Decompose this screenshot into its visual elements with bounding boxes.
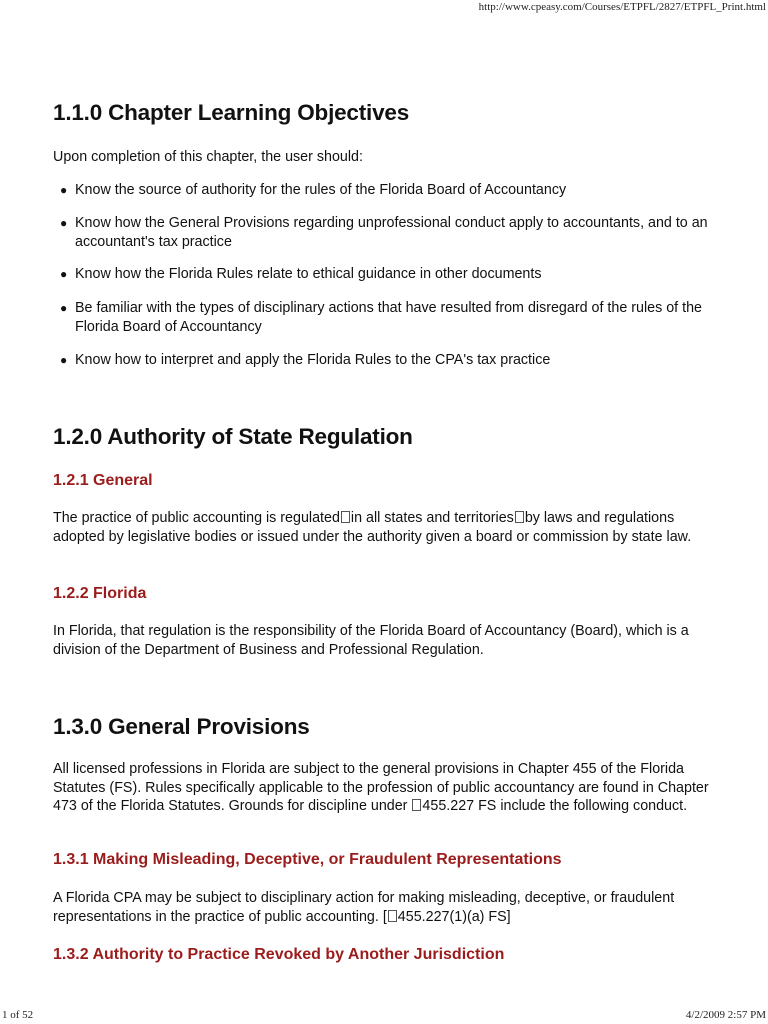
general-paragraph: The practice of public accounting is regulated in all states and territories by laws and regulations adopted by legislative bodies or issued under the authority given a board or commission by state law. [53,510,692,545]
print-footer-page: 1 of 52 [2,1009,34,1021]
general-provisions-paragraph: All licensed professions in Florida are subject to the general provisions in Chapter 455 of the Florida Statutes (FS). Rules specifically applicable to the profession of public accountancy are found in Chapter 473 of the Florida Statutes. Grounds for discipline under 455.227 FS include the following conduct. [53,761,709,814]
bullet-icon: ● [60,216,68,230]
bullet-icon: ● [60,183,68,197]
missing-glyph-icon [515,511,524,523]
missing-glyph-icon [388,910,397,922]
missing-glyph-icon [341,511,350,523]
list-item: ● Know the source of authority for the rules of the Florida Board of Accountancy [60,182,567,198]
florida-paragraph: In Florida, that regulation is the responsibility of the Florida Board of Accountancy (Board), which is a division of the Department of Business and Professional Regulation. [53,623,689,658]
subsection-heading-misleading: 1.3.1 Making Misleading, Deceptive, or Fraudulent Representations [53,851,562,868]
print-footer-datetime: 4/2/2009 2:57 PM [685,1009,766,1021]
subsection-heading-florida: 1.2.2 Florida [53,585,147,602]
subsection-heading-general: 1.2.1 General [53,472,153,489]
misleading-paragraph: A Florida CPA may be subject to disciplinary action for making misleading, deceptive, or fraudulent representations in the practice of public accounting. [ 455.227(1)(a) FS] [53,890,675,925]
list-item: ● Know how the General Provisions regarding unprofessional conduct apply to accountants, and to an accountant's tax practice [60,215,708,250]
list-item: ● Be familiar with the types of disciplinary actions that have resulted from disregard of the rules of the Florida Board of Accountancy [60,300,702,335]
bullet-icon: ● [60,353,68,367]
section-heading-general-provisions: 1.3.0 General Provisions [53,714,310,739]
print-header-url: http://www.cpeasy.com/Courses/ETPFL/2827/ETPFL_Print.html [478,1,766,13]
list-item: ● Know how the Florida Rules relate to ethical guidance in other documents [60,266,542,282]
section-heading-learning-objectives: 1.1.0 Chapter Learning Objectives [53,100,410,125]
bullet-icon: ● [60,301,68,315]
missing-glyph-icon [412,799,421,811]
section-heading-authority: 1.2.0 Authority of State Regulation [53,424,413,449]
subsection-heading-revoked: 1.3.2 Authority to Practice Revoked by Another Jurisdiction [53,946,505,963]
objectives-intro: Upon completion of this chapter, the user should: [53,149,363,165]
bullet-icon: ● [60,267,68,281]
list-item: ● Know how to interpret and apply the Florida Rules to the CPA's tax practice [60,352,551,368]
